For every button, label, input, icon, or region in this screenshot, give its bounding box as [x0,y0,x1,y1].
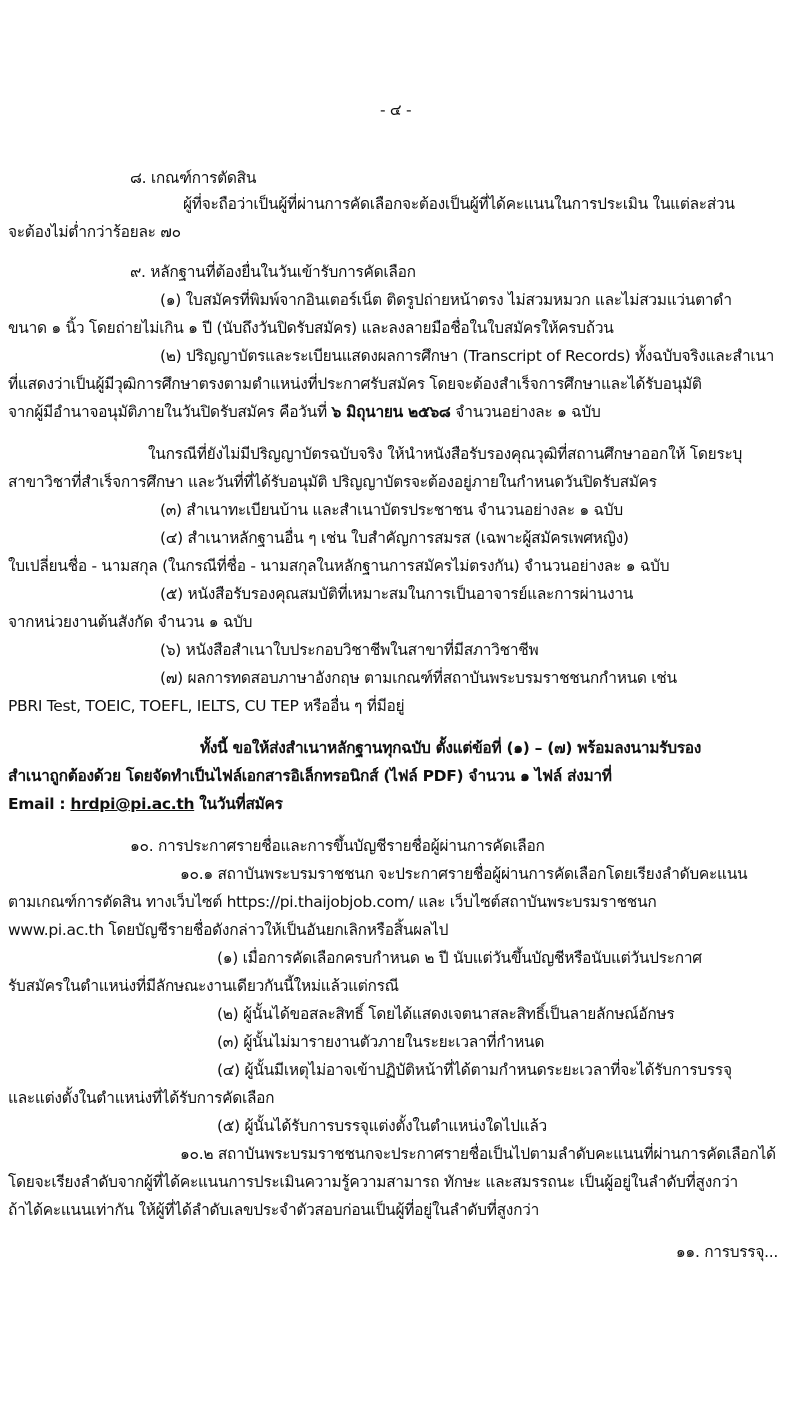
sec10-p1-line1: ๑๐.๑ สถาบันพระบรมราชชนก จะประกาศรายชื่อผู้ผ่านการคัดเลือกโดยเรียงลำดับคะแนน [180,865,748,883]
sec9-item2-line2: ที่แสดงว่าเป็นผู้มีวุฒิการศึกษาตรงตามตำแหน่งที่ประกาศรับสมัคร โดยจะต้องสำเร็จการศึกษาและได้รับอนุมัติ [8,375,702,393]
sec10-c1-line2: รับสมัครในตำแหน่งที่มีลักษณะงานเดียวกันนี้ใหม่แล้วแต่กรณี [8,977,399,995]
email-label: Email : [8,795,71,813]
sec9-item4-line2: ใบเปลี่ยนชื่อ - นามสกุล (ในกรณีที่ชื่อ - นามสกุลในหลักฐานการสมัครไม่ตรงกัน) จำนวนอย่างละ ๑ ฉบับ [8,557,670,575]
sec10-c5: (๕) ผู้นั้นได้รับการบรรจุแต่งตั้งในตำแหน่งใดไปแล้ว [217,1117,547,1135]
sec9-bold-line2: สำเนาถูกต้องด้วย โดยจัดทำเป็นไฟล์เอกสารอิเล็กทรอนิกส์ (ไฟล์ PDF) จำนวน ๑ ไฟล์ ส่งมาที่ [8,767,612,785]
sec10-c1-line1: (๑) เมื่อการคัดเลือกครบกำหนด ๒ ปี นับแต่วันขึ้นบัญชีหรือนับแต่วันประกาศ [217,949,702,967]
sec9-bold-line1: ทั้งนี้ ขอให้ส่งสำเนาหลักฐานทุกฉบับ ตั้งแต่ข้อที่ (๑) – (๗) พร้อมลงนามรับรอง [200,739,702,757]
sec8-line2: จะต้องไม่ต่ำกว่าร้อยละ ๗๐ [8,223,181,241]
sec9-item2-line3-post: จำนวนอย่างละ ๑ ฉบับ [450,403,601,421]
sec8-title: ๘. เกณฑ์การตัดสิน [130,169,257,187]
sec9-item6: (๖) หนังสือสำเนาใบประกอบวิชาชีพในสาขาที่มีสภาวิชาชีพ [160,641,539,659]
next-page-indicator: ๑๑. การบรรจุ... [675,1243,778,1261]
sec9-item1-line2: ขนาด ๑ นิ้ว โดยถ่ายไม่เกิน ๑ ปี (นับถึงวันปิดรับสมัคร) และลงลายมือชื่อในใบสมัครให้ครบถ้วน [8,319,614,337]
sec9-item5-line1: (๕) หนังสือรับรองคุณสมบัติที่เหมาะสมในการเป็นอาจารย์และการผ่านงาน [160,585,634,603]
sec9-item3: (๓) สำเนาทะเบียนบ้าน และสำเนาบัตรประชาชน จำนวนอย่างละ ๑ ฉบับ [160,501,623,519]
sec10-p1-line2: ตามเกณฑ์การตัดสิน ทางเว็บไซต์ https://pi.thaijobjob.com/ และ เว็บไซต์สถาบันพระบรมราชชนก [8,893,657,911]
sec10-c4-line1: (๔) ผู้นั้นมีเหตุไม่อาจเข้าปฏิบัติหน้าที่ได้ตามกำหนดระยะเวลาที่จะได้รับการบรรจุ [217,1061,732,1079]
sec10-p2-line3: ถ้าได้คะแนนเท่ากัน ให้ผู้ที่ได้ลำดับเลขประจำตัวสอบก่อนเป็นผู้ที่อยู่ในลำดับที่สูงกว่า [8,1201,539,1219]
sec9-bold-line3 [8,794,283,814]
sec9-title: ๙. หลักฐานที่ต้องยื่นในวันเข้ารับการคัดเลือก [130,263,416,281]
sec9-item2-line3 [8,402,601,422]
sec9-item2-line3-pre: จากผู้มีอำนาจอนุมัติภายในวันปิดรับสมัคร คือวันที่ [8,403,332,421]
page-number: - ๔ - [380,101,412,119]
sec10-p1-line3: www.pi.ac.th โดยบัญชีรายชื่อดังกล่าวให้เป็นอันยกเลิกหรือสิ้นผลไป [8,921,449,939]
sec9-item7-line1: (๗) ผลการทดสอบภาษาอังกฤษ ตามเกณฑ์ที่สถาบันพระบรมราชชนกกำหนด เช่น [160,669,677,687]
email-suffix: ในวันที่สมัคร [194,795,283,813]
sec8-line1: ผู้ที่จะถือว่าเป็นผู้ที่ผ่านการคัดเลือกจะต้องเป็นผู้ที่ได้คะแนนในการประเมิน ในแต่ละส่วน [183,195,735,213]
sec10-p2-line2: โดยจะเรียงลำดับจากผู้ที่ได้คะแนนการประเมินความรู้ความสามารถ ทักษะ และสมรรถนะ เป็นผู้อยู่ในลำดับที่สูงกว่า [8,1173,738,1191]
sec9-item7-line2: PBRI Test, TOEIC, TOEFL, IELTS, CU TEP หรืออื่น ๆ ที่มีอยู่ [8,697,405,715]
sec10-p2-line1: ๑๐.๒ สถาบันพระบรมราชชนกจะประกาศรายชื่อเป็นไปตามลำดับคะแนนที่ผ่านการคัดเลือกได้ [180,1145,776,1163]
sec10-title: ๑๐. การประกาศรายชื่อและการขึ้นบัญชีรายชื่อผู้ผ่านการคัดเลือก [130,837,545,855]
sec9-item5-line2: จากหน่วยงานต้นสังกัด จำนวน ๑ ฉบับ [8,613,253,631]
sec10-c3: (๓) ผู้นั้นไม่มารายงานตัวภายในระยะเวลาที่กำหนด [217,1033,545,1051]
sec9-note-line2: สาขาวิชาที่สำเร็จการศึกษา และวันที่ที่ได้รับอนุมัติ ปริญญาบัตรจะต้องอยู่ภายในกำหนดวันปิดรับสมัคร [8,473,657,491]
sec9-item2-line1: (๒) ปริญญาบัตรและระเบียนแสดงผลการศึกษา (Transcript of Records) ทั้งฉบับจริงและสำเนา [160,347,775,365]
sec10-c4-line2: และแต่งตั้งในตำแหน่งที่ได้รับการคัดเลือก [8,1089,275,1107]
email-link[interactable]: hrdpi@pi.ac.th [70,795,195,813]
sec9-note-line1: ในกรณีที่ยังไม่มีปริญญาบัตรฉบับจริง ให้นำหนังสือรับรองคุณวุฒิที่สถานศึกษาออกให้ โดยระบุ [148,445,743,463]
closing-date: ๖ มิถุนายน ๒๕๖๘ [331,403,451,421]
sec9-item4-line1: (๔) สำเนาหลักฐานอื่น ๆ เช่น ใบสำคัญการสมรส (เฉพาะผู้สมัครเพศหญิง) [160,529,629,547]
sec9-item1-line1: (๑) ใบสมัครที่พิมพ์จากอินเตอร์เน็ต ติดรูปถ่ายหน้าตรง ไม่สวมหมวก และไม่สวมแว่นตาดำ [160,291,732,309]
sec10-c2: (๒) ผู้นั้นได้ขอสละสิทธิ์ โดยได้แสดงเจตนาสละสิทธิ์เป็นลายลักษณ์อักษร [217,1005,675,1023]
